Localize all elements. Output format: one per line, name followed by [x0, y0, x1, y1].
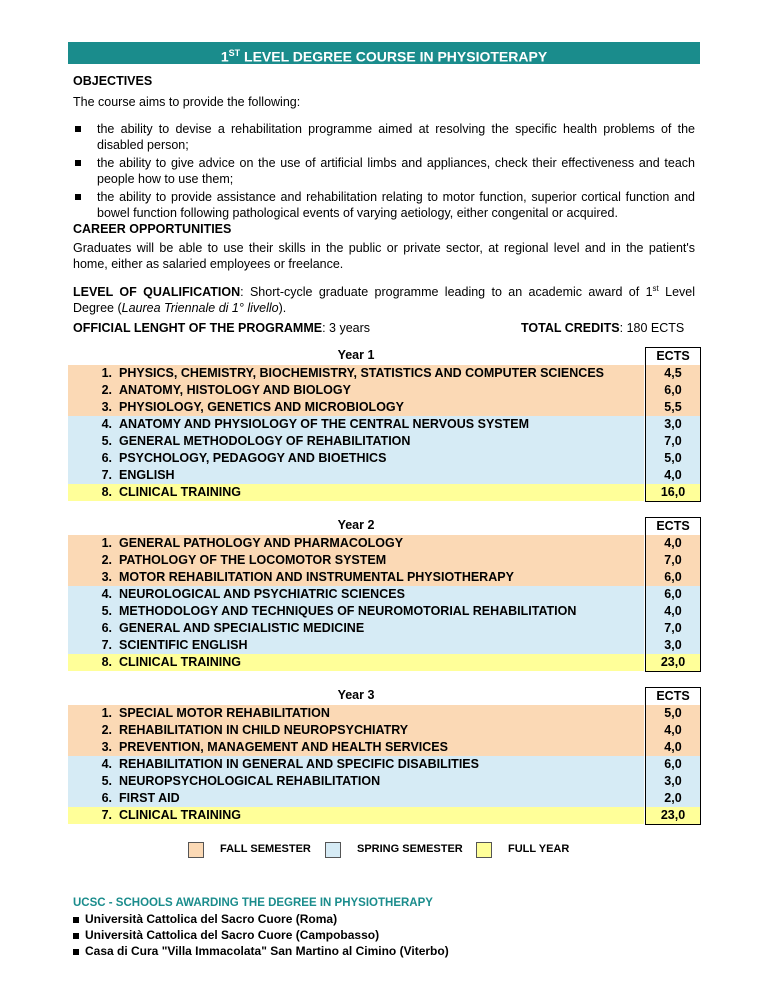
page-title: 1ST LEVEL DEGREE COURSE IN PHYSIOTERAPY: [68, 42, 700, 64]
course-row: [68, 382, 644, 399]
school-item: Università Cattolica del Sacro Cuore (Campobasso): [73, 928, 379, 942]
year-title: Year 3: [337, 688, 375, 702]
ects-header: ECTS: [646, 688, 700, 705]
course-number: 8.: [101, 655, 112, 669]
course-number: 8.: [101, 485, 112, 499]
course-row: [68, 586, 644, 603]
ects-value: 2,0: [646, 790, 700, 807]
ects-value: 4,0: [646, 467, 700, 484]
course-row: [68, 603, 644, 620]
bullet-icon: [73, 933, 79, 939]
course-row: [68, 739, 644, 756]
course-name: PREVENTION, MANAGEMENT AND HEALTH SERVICES: [119, 740, 448, 754]
ects-value: 6,0: [646, 586, 700, 603]
course-number: 6.: [101, 621, 112, 635]
ects-value: 3,0: [646, 416, 700, 433]
list-item-text: the ability to provide assistance and rehabilitation relating to motor function, superior cortical function and bowel function following pathological events of varying aetiology, either congenital or acquired.: [97, 190, 695, 220]
course-number: 6.: [101, 451, 112, 465]
course-number: 4.: [101, 587, 112, 601]
course-row: [68, 756, 644, 773]
ects-value: 5,0: [646, 450, 700, 467]
course-name: ANATOMY, HISTOLOGY AND BIOLOGY: [119, 383, 351, 397]
course-number: 2.: [101, 383, 112, 397]
course-number: 4.: [101, 417, 112, 431]
course-name: REHABILITATION IN CHILD NEUROPSYCHIATRY: [119, 723, 409, 737]
course-number: 7.: [101, 808, 112, 822]
course-row: [68, 433, 644, 450]
ects-value: 4,5: [646, 365, 700, 382]
objectives-heading: OBJECTIVES: [73, 74, 153, 88]
course-name: CLINICAL TRAINING: [119, 485, 241, 499]
bullet-icon: [75, 160, 81, 166]
course-number: 3.: [101, 570, 112, 584]
course-number: 7.: [101, 638, 112, 652]
ects-value: 3,0: [646, 637, 700, 654]
ects-column: [645, 517, 701, 672]
ects-value: 16,0: [646, 484, 700, 501]
course-name: ANATOMY AND PHYSIOLOGY OF THE CENTRAL NERVOUS SYSTEM: [119, 417, 530, 431]
course-number: 5.: [101, 434, 112, 448]
spring-semester-swatch: [325, 842, 341, 858]
course-name: CLINICAL TRAINING: [119, 655, 241, 669]
course-number: 2.: [101, 723, 112, 737]
legend-spring-label: SPRING SEMESTER: [357, 843, 463, 855]
career-heading: CAREER OPPORTUNITIES: [73, 222, 232, 236]
year-title: Year 2: [337, 518, 375, 532]
ects-value: 23,0: [646, 654, 700, 671]
ects-value: 3,0: [646, 773, 700, 790]
year-title: Year 1: [337, 348, 375, 362]
course-name: CLINICAL TRAINING: [119, 808, 241, 822]
course-number: 1.: [101, 536, 112, 550]
course-name: PHYSIOLOGY, GENETICS AND MICROBIOLOGY: [119, 400, 404, 414]
ects-value: 6,0: [646, 569, 700, 586]
ects-value: 23,0: [646, 807, 700, 824]
course-row: [68, 620, 644, 637]
course-row: [68, 416, 644, 433]
course-number: 4.: [101, 757, 112, 771]
course-number: 3.: [101, 740, 112, 754]
bullet-icon: [75, 194, 81, 200]
course-name: PHYSICS, CHEMISTRY, BIOCHEMISTRY, STATISTICS AND COMPUTER SCIENCES: [119, 366, 604, 380]
legend-fall-label: FALL SEMESTER: [220, 843, 311, 855]
fall-semester-swatch: [188, 842, 204, 858]
course-name: ENGLISH: [119, 468, 175, 482]
ects-value: 7,0: [646, 552, 700, 569]
ects-value: 6,0: [646, 756, 700, 773]
ects-value: 5,5: [646, 399, 700, 416]
bullet-icon: [73, 949, 79, 955]
course-number: 3.: [101, 400, 112, 414]
ects-value: 4,0: [646, 603, 700, 620]
course-row: [68, 399, 644, 416]
course-number: 7.: [101, 468, 112, 482]
objectives-intro: The course aims to provide the following:: [73, 95, 301, 109]
course-row: [68, 637, 644, 654]
bullet-icon: [73, 917, 79, 923]
course-number: 1.: [101, 366, 112, 380]
list-item-text: the ability to devise a rehabilitation programme aimed at resolving the specific health problems of the disabled person;: [97, 122, 695, 152]
ects-value: 7,0: [646, 620, 700, 637]
course-name: PATHOLOGY OF THE LOCOMOTOR SYSTEM: [119, 553, 387, 567]
course-number: 5.: [101, 604, 112, 618]
course-name: GENERAL PATHOLOGY AND PHARMACOLOGY: [119, 536, 404, 550]
list-item-text: the ability to give advice on the use of artificial limbs and appliances, check their effectiveness and teach people how to use them;: [97, 156, 695, 186]
school-item: Casa di Cura "Villa Immacolata" San Martino al Cimino (Viterbo): [73, 944, 449, 958]
course-row: [68, 450, 644, 467]
school-item: Università Cattolica del Sacro Cuore (Roma): [73, 912, 337, 926]
ects-column: [645, 347, 701, 502]
course-number: 1.: [101, 706, 112, 720]
course-row: [68, 484, 644, 501]
ects-header: ECTS: [646, 348, 700, 365]
course-name: GENERAL AND SPECIALISTIC MEDICINE: [119, 621, 365, 635]
ects-value: 4,0: [646, 739, 700, 756]
ects-value: 7,0: [646, 433, 700, 450]
qualification-text: LEVEL OF QUALIFICATION: Short-cycle graduate programme leading to an academic award of 1st Level Degree (Laurea Triennale di 1° livello).: [73, 284, 696, 316]
ects-header: ECTS: [646, 518, 700, 535]
course-name: REHABILITATION IN GENERAL AND SPECIFIC DISABILITIES: [119, 757, 479, 771]
career-text: Graduates will be able to use their skills in the public or private sector, at regional level and in the patient's home, either as salaried employees or freelance.: [73, 241, 695, 271]
course-row: [68, 654, 644, 671]
programme-length: OFFICIAL LENGHT OF THE PROGRAMME: 3 years: [73, 321, 371, 335]
course-row: [68, 569, 644, 586]
course-row: [68, 535, 644, 552]
course-name: FIRST AID: [119, 791, 180, 805]
bullet-icon: [75, 126, 81, 132]
ects-value: 5,0: [646, 705, 700, 722]
course-row: [68, 807, 644, 824]
course-name: NEUROLOGICAL AND PSYCHIATRIC SCIENCES: [119, 587, 405, 601]
ects-value: 4,0: [646, 535, 700, 552]
course-name: MOTOR REHABILITATION AND INSTRUMENTAL PHYSIOTHERAPY: [119, 570, 514, 584]
schools-heading: UCSC - SCHOOLS AWARDING THE DEGREE IN PHYSIOTHERAPY: [73, 897, 433, 909]
course-number: 5.: [101, 774, 112, 788]
course-name: GENERAL METHODOLOGY OF REHABILITATION: [119, 434, 411, 448]
full-year-swatch: [476, 842, 492, 858]
course-number: 6.: [101, 791, 112, 805]
course-row: [68, 365, 644, 382]
ects-value: 4,0: [646, 722, 700, 739]
course-name: METHODOLOGY AND TECHNIQUES OF NEUROMOTORIAL REHABILITATION: [119, 604, 577, 618]
course-row: [68, 467, 644, 484]
ects-column: [645, 687, 701, 825]
course-name: SCIENTIFIC ENGLISH: [119, 638, 248, 652]
course-name: PSYCHOLOGY, PEDAGOGY AND BIOETHICS: [119, 451, 387, 465]
course-row: [68, 790, 644, 807]
legend-full-label: FULL YEAR: [508, 843, 570, 855]
total-credits: TOTAL CREDITS: 180 ECTS: [521, 321, 685, 335]
course-row: [68, 705, 644, 722]
course-row: [68, 773, 644, 790]
ects-value: 6,0: [646, 382, 700, 399]
course-name: SPECIAL MOTOR REHABILITATION: [119, 706, 330, 720]
course-row: [68, 722, 644, 739]
course-number: 2.: [101, 553, 112, 567]
course-name: NEUROPSYCHOLOGICAL REHABILITATION: [119, 774, 381, 788]
course-row: [68, 552, 644, 569]
